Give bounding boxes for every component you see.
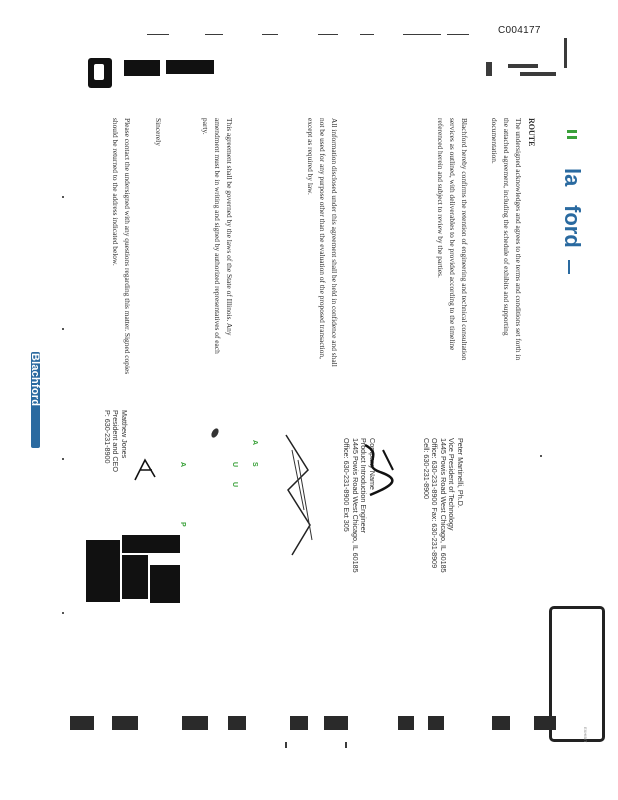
footer-glyph [70, 716, 94, 730]
signatory-phone: Office: 630-231-8900 Ext 305 [342, 438, 352, 532]
signatory-phone: Office: 630-231-8900 Fax: 630-231-8909 [430, 438, 440, 569]
green-mark: U [231, 462, 238, 468]
scan-speck [205, 34, 223, 35]
signatory-address: 1445 Powis Road West Chicago, IL 60185 [439, 438, 448, 573]
letter-paragraph-1: The undersigned acknowledges and agrees to the terms and conditions set forth in the attached agreement, including the schedule of exhibits and supporting documentation. [490, 118, 523, 361]
scan-speck [360, 34, 374, 35]
footer-glyph [290, 716, 308, 730]
scan-dot [62, 458, 64, 460]
signatory-name: Matthew Jones [120, 410, 129, 459]
scan-dot [540, 455, 542, 457]
handwritten-signature-1 [355, 440, 405, 500]
signatory-name: Company Name [368, 438, 377, 490]
redaction-bar [124, 60, 160, 76]
green-mark: S [251, 462, 258, 467]
footer-glyph [428, 716, 444, 730]
signatory-title: President and CEO [111, 410, 121, 472]
bates-number: C004177 [498, 25, 541, 36]
green-mark: U [231, 482, 238, 488]
letter-closing: Sincerely [154, 118, 163, 146]
scan-speck [285, 742, 287, 748]
redaction-bar [166, 60, 214, 74]
signatory-phone: P: 630-231-8900 [103, 410, 112, 464]
redaction-block [122, 555, 148, 599]
scan-fragment [486, 62, 492, 76]
footer-glyph [182, 716, 208, 730]
letter-paragraph-5: Please contact the undersigned with any questions regarding this matter. Signed copies should be returned to the address indicated below. [111, 118, 132, 375]
signatory-block-3 [103, 410, 129, 472]
signatory-title: Product Introduction Engineer [359, 438, 369, 534]
scan-speck [447, 34, 469, 35]
letter-paragraph-2: Blachford hereby confirms the retention of engineering and technical consultation services as outlined, with deliverables to be provided according to the timeline referenced herein and subject to review by the parties. [436, 118, 469, 361]
redaction-block [150, 565, 180, 603]
signatory-cell: Cell: 630-231-8900 [422, 438, 431, 500]
letter-paragraph-3: All information disclosed under this agreement shall be held in confidence and shall not be used for any purpose other than the evaluation of the proposed transaction, except as required by law. [306, 118, 339, 367]
ink-mark [210, 427, 220, 439]
brand-fragment-ford: ford [560, 205, 585, 248]
footer-glyph [324, 716, 348, 730]
logo-block-mark-inner [94, 64, 104, 80]
footer-glyph [492, 716, 510, 730]
brand-logo-text: Blachford [29, 353, 41, 407]
scan-fragment [568, 260, 570, 274]
scan-speck [147, 34, 169, 35]
scan-fragment [564, 38, 567, 68]
scan-speck [318, 34, 338, 35]
signatory-name: Peter Martinelli, Ph.D. [456, 438, 465, 508]
exhibit-stamp [549, 606, 605, 742]
letter-heading: ROUTE [527, 118, 536, 147]
green-mark: A [251, 440, 258, 446]
signatory-block-1 [422, 438, 465, 573]
footer-glyph [112, 716, 138, 730]
scan-speck [403, 34, 441, 35]
footer-glyph [398, 716, 414, 730]
stamp-label: EXHIBIT [583, 727, 588, 743]
signatory-title: Vice President of Technology [447, 438, 457, 531]
green-mark: P [179, 522, 186, 527]
redaction-block [86, 540, 120, 602]
footer-glyph [534, 716, 556, 730]
scan-speck [262, 34, 278, 35]
letter-paragraph-4: This agreement shall be governed by the laws of the State of Illinois. Any amendment must be in writing and signed by authorized representatives of each party. [201, 118, 234, 354]
scan-dot [62, 612, 64, 614]
green-logo-mark [567, 130, 577, 140]
scan-fragment [520, 72, 556, 76]
scan-speck [345, 742, 347, 748]
scan-dot [62, 196, 64, 198]
brand-logo-vertical [31, 352, 40, 448]
scan-dot [62, 328, 64, 330]
handwritten-initials [130, 455, 160, 485]
green-mark: A [179, 462, 186, 468]
scan-fragment [508, 64, 538, 68]
handwritten-signature-2 [278, 430, 318, 560]
redaction-block [122, 535, 180, 553]
signatory-address: 1445 Powis Road West Chicago, IL 60185 [351, 438, 360, 573]
footer-glyph [228, 716, 246, 730]
brand-fragment-la: la [560, 168, 585, 187]
